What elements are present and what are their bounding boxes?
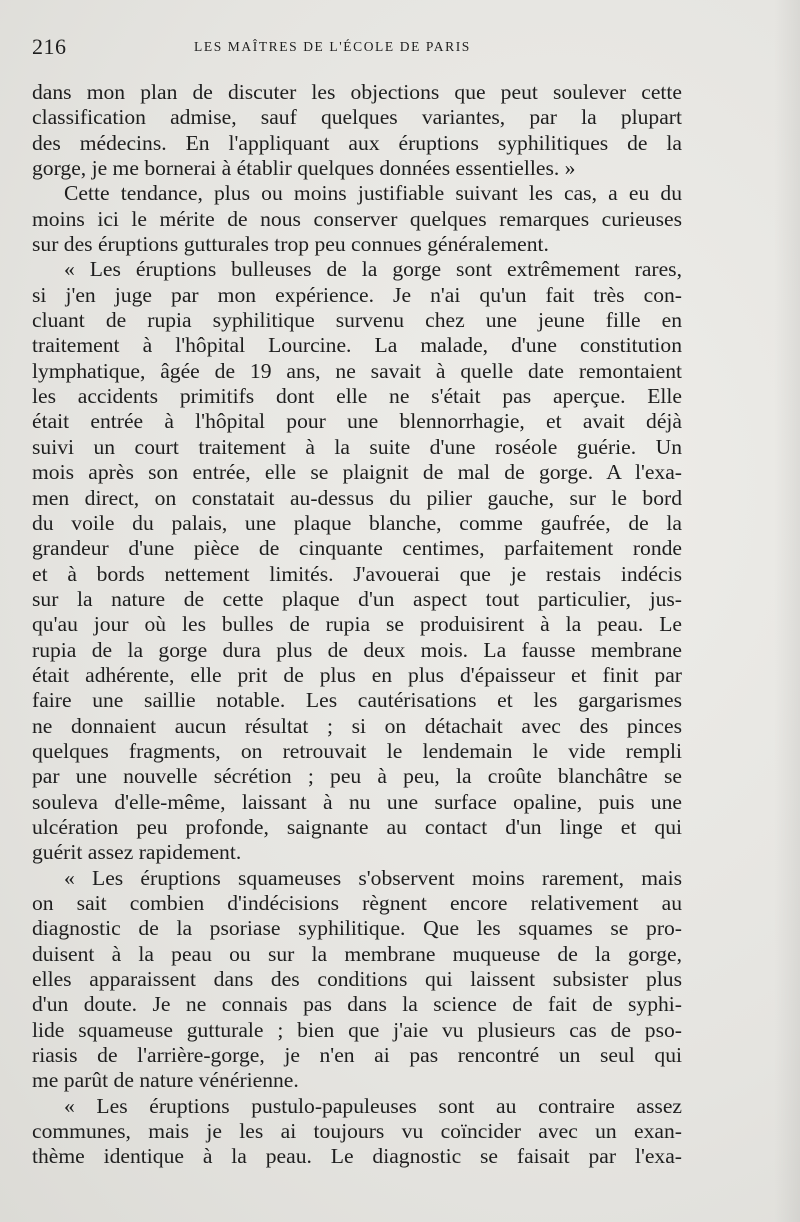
- text-line: si j'en juge par mon expérience. Je n'ai qu'un fait très con-: [32, 282, 682, 307]
- text-line: des médecins. En l'appliquant aux éruptions syphilitiques de la: [32, 130, 682, 155]
- text-line: communes, mais je les ai toujours vu coïncider avec un exan-: [32, 1119, 682, 1144]
- text-line: ne donnaient aucun résultat ; si on détachait avec des pinces: [32, 713, 682, 738]
- text-line: « Les éruptions squameuses s'observent moins rarement, mais: [64, 865, 682, 890]
- text-line: dans mon plan de discuter les objections que peut soulever cette: [32, 80, 682, 104]
- text-line: sur la nature de cette plaque d'un aspect tout particulier, jus-: [32, 586, 682, 611]
- text-line: classification admise, sauf quelques variantes, par la plupart: [32, 105, 682, 130]
- page-edge-shadow: [774, 0, 800, 1222]
- running-head: LES MAÎTRES DE L'ÉCOLE DE PARIS: [194, 39, 471, 54]
- text-line: traitement à l'hôpital Lourcine. La malade, d'une constitution: [32, 333, 682, 358]
- text-line: souleva d'elle-même, laissant à nu une surface opaline, puis une: [32, 789, 682, 814]
- text-line: rupia de la gorge dura plus de deux mois. La fausse membrane: [32, 637, 682, 662]
- text-line: ulcération peu profonde, saignante au contact d'un linge et qui: [32, 814, 682, 839]
- text-line: gorge, je me bornerai à établir quelques données essentielles. »: [32, 156, 576, 181]
- text-line: était adhérente, elle prit de plus en plus d'épaisseur et finit par: [32, 662, 682, 687]
- text-line: me parût de nature vénérienne.: [32, 1068, 299, 1093]
- text-line: cluant de rupia syphilitique survenu chez une jeune fille en: [32, 308, 682, 333]
- text-line: on sait combien d'indécisions règnent encore relativement au: [32, 891, 682, 915]
- text-line: était entrée à l'hôpital pour une blennorrhagie, et avait déjà: [32, 409, 682, 434]
- text-line: riasis de l'arrière-gorge, je n'en ai pas rencontré un seul qui: [32, 1043, 682, 1068]
- text-line: quelques fragments, on retrouvait le lendemain le vide rempli: [32, 738, 682, 763]
- text-line: du voile du palais, une plaque blanche, comme gaufrée, de la: [32, 510, 682, 535]
- text-line: men direct, on constatait au-dessus du pilier gauche, sur le bord: [32, 485, 682, 510]
- text-line: thème identique à la peau. Le diagnostic se faisait par l'exa-: [32, 1144, 682, 1169]
- text-line: sur des éruptions gutturales trop peu connues généralement.: [32, 232, 549, 257]
- text-line: moins ici le mérite de nous conserver quelques remarques curieuses: [32, 206, 682, 231]
- page-header: [32, 34, 692, 60]
- body-text: [32, 80, 682, 1170]
- text-line: faire une saillie notable. Les cautérisations et les gargarismes: [32, 688, 682, 713]
- text-line: diagnostic de la psoriase syphilitique. Que les squames se pro-: [32, 916, 682, 941]
- text-line: lymphatique, âgée de 19 ans, ne savait à quelle date remontaient: [32, 358, 682, 383]
- text-line: duisent à la peau ou sur la membrane muqueuse de la gorge,: [32, 941, 682, 966]
- text-line: « Les éruptions pustulo-papuleuses sont au contraire assez: [64, 1093, 682, 1118]
- text-line: d'un doute. Je ne connais pas dans la science de fait de syphi-: [32, 992, 682, 1017]
- text-line: « Les éruptions bulleuses de la gorge sont extrêmement rares,: [64, 257, 682, 282]
- text-line: guérit assez rapidement.: [32, 840, 242, 865]
- text-line: suivi un court traitement à la suite d'une roséole guérie. Un: [32, 434, 682, 459]
- text-line: mois après son entrée, elle se plaignit de mal de gorge. A l'exa-: [32, 460, 682, 485]
- page-number: 216: [32, 34, 67, 59]
- text-line: elles apparaissent dans des conditions qui laissent subsister plus: [32, 967, 682, 992]
- text-line: et à bords nettement limités. J'avouerai que je restais indécis: [32, 561, 682, 586]
- text-line: lide squameuse gutturale ; bien que j'aie vu plusieurs cas de pso-: [32, 1017, 682, 1042]
- text-line: grandeur d'une pièce de cinquante centimes, parfaitement ronde: [32, 536, 682, 561]
- text-line: par une nouvelle sécrétion ; peu à peu, la croûte blanchâtre se: [32, 764, 682, 789]
- text-line: les accidents primitifs dont elle ne s'était pas aperçue. Elle: [32, 384, 682, 409]
- text-line: qu'au jour où les bulles de rupia se produisirent à la peau. Le: [32, 612, 682, 637]
- text-line: Cette tendance, plus ou moins justifiable suivant les cas, a eu du: [64, 181, 682, 206]
